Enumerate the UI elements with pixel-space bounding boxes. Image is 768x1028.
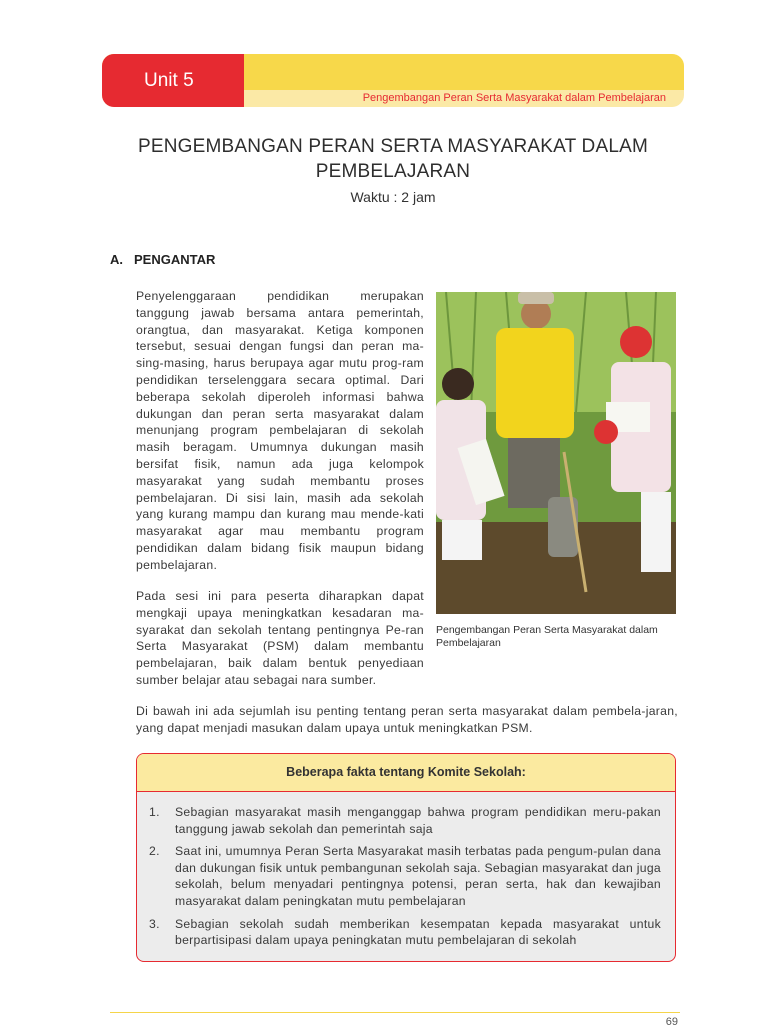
fact-list xyxy=(137,792,675,949)
page-title xyxy=(100,134,686,184)
fact-item xyxy=(149,843,661,909)
intro-paragraph-1: Penyelenggaraan pendidikan merupakan tanggung jawab bersama antara pemerintah, orangtua, dan masyarakat. Ketiga komponen tersebut, sesuai dengan fungsi dan peran ma-sing-masing, harus berupaya agar mutu prog-ram pendidikan terselenggara secara optimal. Dari beberapa sekolah diperoleh informasi bahwa dukungan dan peran serta masyarakat dalam menunjang program pembelajaran di sekolah masih beragam. Umumnya dukungan masih bersifat fisik, namun ada juga kelompok masyarakat yang sudah membantu proses pembelajaran. Di sisi lain, masih ada sekolah yang kurang mampu dan kurang mau mende-kati masyarakat agar mau membantu program pendidikan dalam bidang fisik maupun bidang pembelajaran. xyxy=(136,289,424,572)
fact-number: 1. xyxy=(149,805,160,819)
page-title-line2: PEMBELAJARAN xyxy=(315,161,471,182)
fact-box xyxy=(136,753,676,962)
page-number: 69 xyxy=(665,1016,678,1028)
section-title: PENGANTAR xyxy=(134,252,216,267)
fact-item xyxy=(149,916,661,949)
photo-caption: Pengembangan Peran Serta Masyarakat dalam Pembelajaran xyxy=(436,624,658,649)
duration-label: Waktu : 2 jam xyxy=(350,189,436,205)
intro-paragraph-2: Pada sesi ini para peserta diharapkan dapat mengkaji upaya meningkatkan kesadaran ma-syarakat dan sekolah tentang pentingnya Pe-ran Serta Masyarakat (PSM) dalam membantu pembelajaran, baik dalam bentuk penyediaan sumber belajar atau sebagai nara sumber. xyxy=(136,589,424,687)
unit-label: Unit 5 xyxy=(102,54,244,107)
fact-number: 3. xyxy=(149,916,160,931)
fact-number: 2. xyxy=(149,844,160,859)
field-photo xyxy=(436,292,676,614)
section-letter: A. xyxy=(110,252,123,267)
fact-item xyxy=(149,804,661,837)
intro-paragraph-3: Di bawah ini ada sejumlah isu penting tentang peran serta masyarakat dalam pembela-jaran, yang dapat menjadi masukan dalam upaya untuk meningkatkan PSM. xyxy=(136,704,678,735)
fact-text: Sebagian masyarakat masih menganggap bahwa program pendidikan meru-pakan tanggung jawab sekolah dan pemerintah saja xyxy=(175,805,661,836)
fact-text: Saat ini, umumnya Peran Serta Masyarakat masih terbatas pada pengum-pulan dana dan dukungan fisik untuk pembangunan sekolah saja. Sebagian masyarakat dan juga sekolah, belum menyadari pentingnya potensi, peran serta, hak dan kewajiban masyarakat dalam peningkatan mutu pembelajaran xyxy=(175,844,661,908)
fact-box-title: Beberapa fakta tentang Komite Sekolah: xyxy=(137,754,675,792)
banner-subtitle: Pengembangan Peran Serta Masyarakat dalam Pembelajaran xyxy=(362,92,666,104)
footer-rule xyxy=(110,1012,680,1013)
unit-banner xyxy=(102,54,684,107)
fact-text: Sebagian sekolah sudah memberikan kesempatan kepada masyarakat untuk berpartisipasi dalam upaya peningkatan mutu pembelajaran di sekolah xyxy=(175,916,661,948)
page-title-line1: PENGEMBANGAN PERAN SERTA MASYARAKAT DALAM xyxy=(137,136,649,157)
section-heading xyxy=(110,252,215,267)
